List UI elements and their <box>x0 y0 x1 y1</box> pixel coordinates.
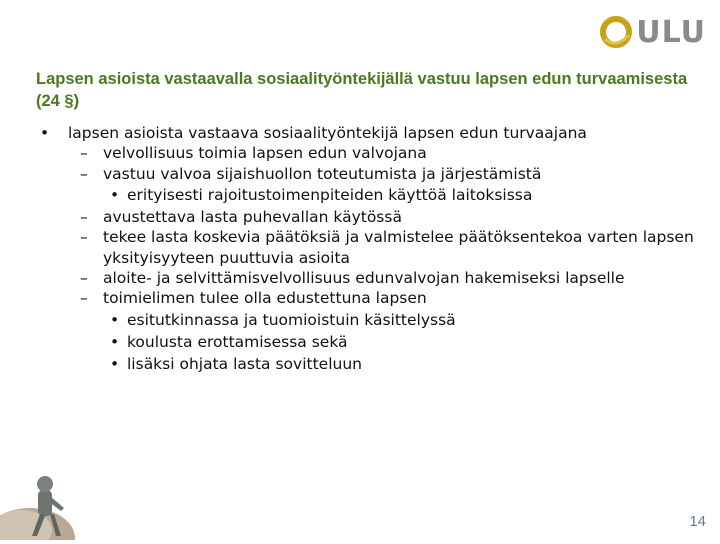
sub-sub-bullet-text: erityisesti rajoitustoimenpiteiden käyttöä laitoksissa <box>127 186 533 205</box>
sub-sub-bullet-item <box>36 185 696 205</box>
dash-marker: – <box>80 269 88 288</box>
statue-image <box>0 450 100 540</box>
page-number: 14 <box>689 513 706 530</box>
sub-bullet-text: velvollisuus toimia lapsen edun valvojana <box>103 144 427 163</box>
dash-marker: – <box>80 228 88 247</box>
sub-sub-bullet-item <box>36 332 696 352</box>
oulu-logo <box>599 10 706 54</box>
bullet-marker: • <box>110 311 120 330</box>
sub-bullet-item <box>36 207 696 227</box>
bullet-marker: • <box>110 354 120 373</box>
sub-bullet-text: vastuu valvoa sijaishuollon toteutumista ja järjestämistä <box>103 164 542 183</box>
dash-marker: – <box>80 144 88 163</box>
dash-marker: – <box>80 164 88 183</box>
sub-sub-bullet-text: koulusta erottamisessa sekä <box>127 332 348 351</box>
dash-marker: – <box>80 289 88 308</box>
sub-bullet-item <box>36 268 696 288</box>
bullet-marker: • <box>110 332 120 351</box>
sub-sub-bullet-text: lisäksi ohjata lasta sovitteluun <box>127 354 362 373</box>
bullet-item <box>36 123 696 143</box>
logo-text: ULU <box>636 14 706 50</box>
sub-bullet-item <box>36 143 696 163</box>
bullet-text: lapsen asioista vastaava sosiaalityöntekijä lapsen edun turvaajana <box>68 124 587 142</box>
dash-marker: – <box>80 208 88 227</box>
bullet-marker: • <box>40 124 50 142</box>
bullet-marker: • <box>110 186 120 205</box>
sub-bullet-text: avustettava lasta puhevallan käytössä <box>103 208 402 227</box>
sub-bullet-text: toimielimen tulee olla edustettuna lapsen <box>103 289 427 308</box>
sub-bullet-item <box>36 164 696 184</box>
sub-sub-bullet-text: esitutkinnassa ja tuomioistuin käsittelyssä <box>127 311 456 330</box>
sub-bullet-item <box>36 288 696 308</box>
sub-sub-bullet-item <box>36 310 696 330</box>
sub-bullet-text: tekee lasta koskevia päätöksiä ja valmistelee päätöksentekoa varten lapsen yksityisyyteen puuttuvia asioita <box>103 228 694 267</box>
sub-sub-bullet-item <box>36 354 696 374</box>
oulu-logo-icon <box>599 15 633 49</box>
slide-title: Lapsen asioista vastaavalla sosiaalityöntekijällä vastuu lapsen edun turvaamisesta (24 §) <box>36 70 688 110</box>
bullet-list <box>36 123 696 376</box>
sub-bullet-item <box>36 227 696 268</box>
sub-bullet-text: aloite- ja selvittämisvelvollisuus edunvalvojan hakemiseksi lapselle <box>103 269 625 288</box>
